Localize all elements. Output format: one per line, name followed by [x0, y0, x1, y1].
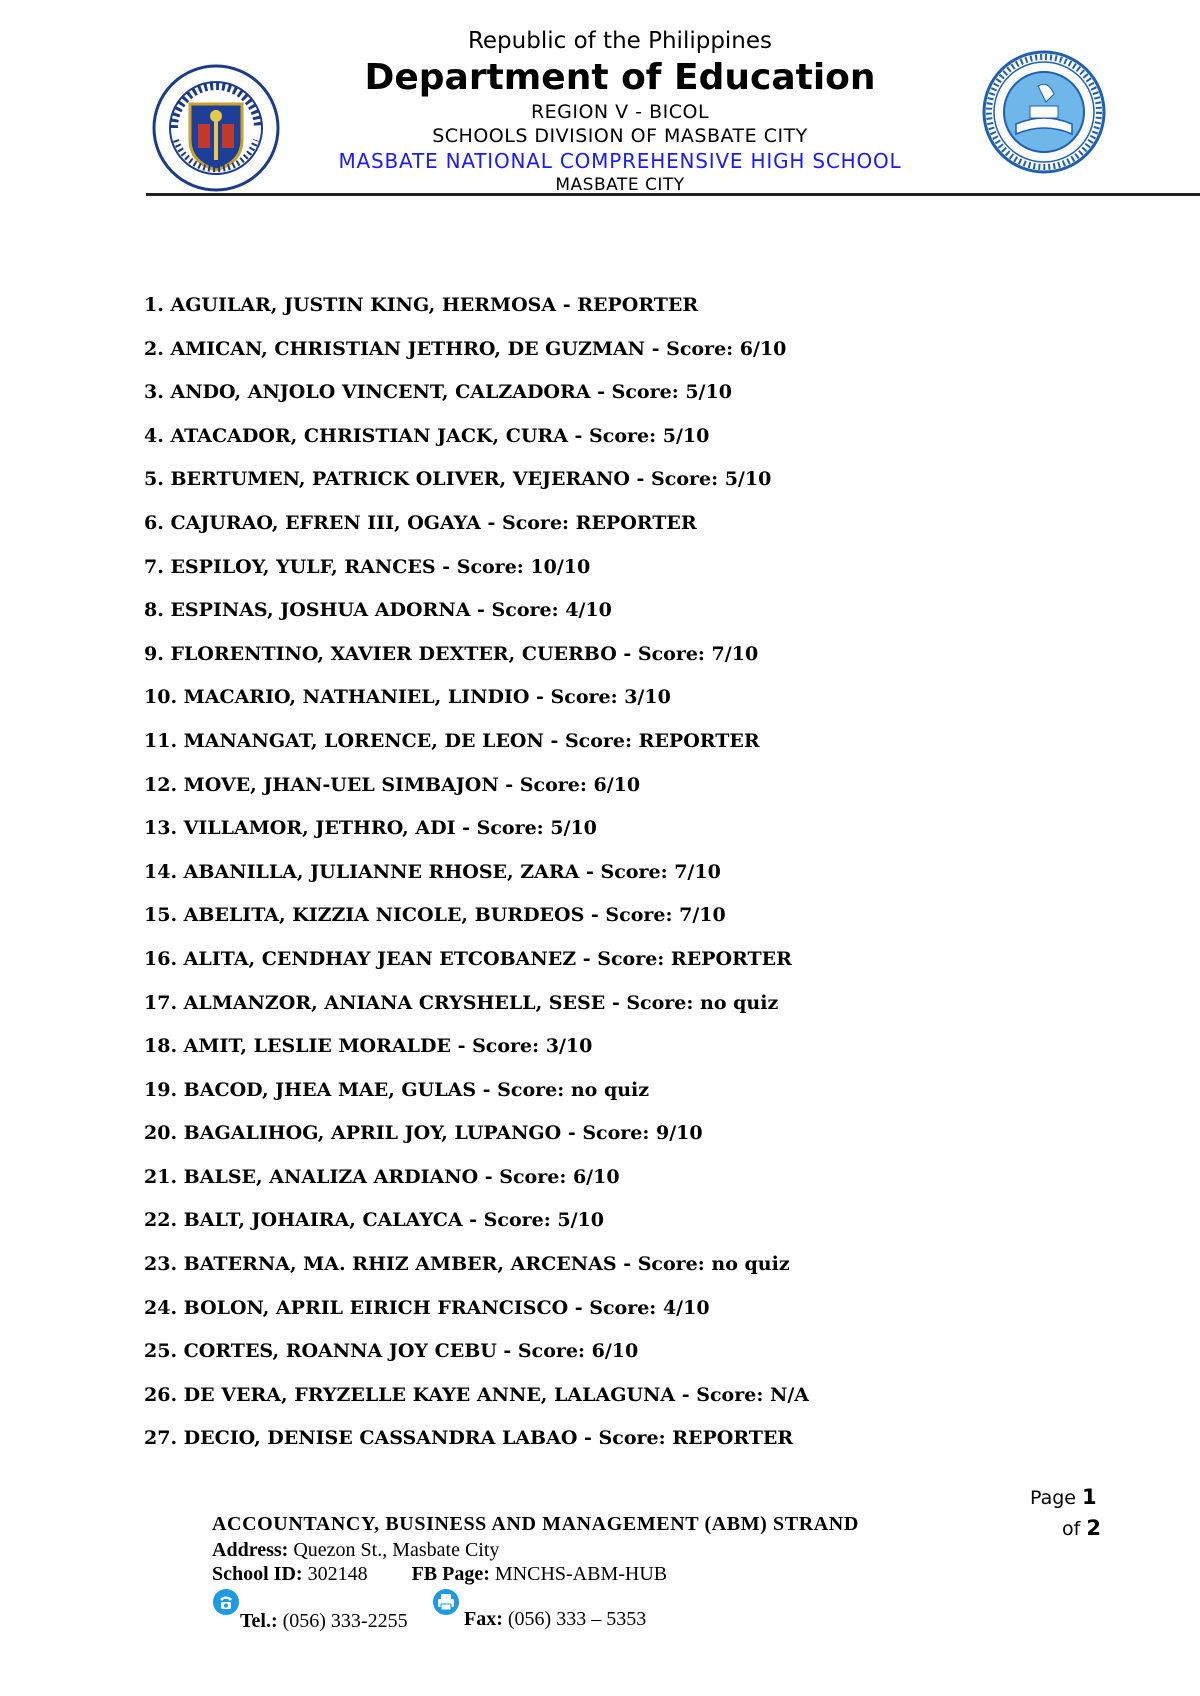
list-item: 15. ABELITA, KIZZIA NICOLE, BURDEOS - Score: 7/10: [144, 904, 726, 927]
phone-icon: [212, 1588, 240, 1616]
fax-icon: [432, 1588, 460, 1616]
list-item: 26. DE VERA, FRYZELLE KAYE ANNE, LALAGUNA - Score: N/A: [144, 1383, 809, 1406]
list-item: 9. FLORENTINO, XAVIER DEXTER, CUERBO - Score: 7/10: [144, 642, 759, 665]
city-line: MASBATE CITY: [555, 175, 685, 195]
list-item: 19. BACOD, JHEA MAE, GULAS - Score: no quiz: [144, 1078, 650, 1101]
tel-value: (056) 333-2255: [282, 1610, 408, 1632]
list-item: 25. CORTES, ROANNA JOY CEBU - Score: 6/10: [144, 1340, 639, 1363]
list-item: 2. AMICAN, CHRISTIAN JETHRO, DE GUZMAN - Score: 6/10: [144, 337, 787, 360]
list-item: 4. ATACADOR, CHRISTIAN JACK, CURA - Score: 5/10: [144, 424, 710, 447]
address-label: Address:: [212, 1539, 289, 1561]
list-item: 11. MANANGAT, LORENCE, DE LEON - Score: REPORTER: [144, 729, 760, 752]
list-item: 12. MOVE, JHAN-UEL SIMBAJON - Score: 6/10: [144, 773, 641, 796]
fax-label: Fax:: [464, 1608, 503, 1630]
list-item: 5. BERTUMEN, PATRICK OLIVER, VEJERANO - Score: 5/10: [144, 468, 772, 491]
of-label: of: [1062, 1518, 1081, 1540]
division-line: SCHOOLS DIVISION OF MASBATE CITY: [432, 125, 808, 147]
tel-label: Tel.:: [240, 1610, 278, 1632]
list-item: 1. AGUILAR, JUSTIN KING, HERMOSA - REPORTER: [144, 294, 699, 316]
list-item: 24. BOLON, APRIL EIRICH FRANCISCO - Score: 4/10: [144, 1296, 710, 1319]
list-item: 8. ESPINAS, JOSHUA ADORNA - Score: 4/10: [144, 599, 612, 622]
strand-title: ACCOUNTANCY, BUSINESS AND MANAGEMENT (ABM) STRAND: [212, 1513, 859, 1535]
list-item: 16. ALITA, CENDHAY JEAN ETCOBANEZ - Score: REPORTER: [144, 947, 792, 970]
footer: [212, 1510, 972, 1638]
header-divider: [146, 193, 1200, 196]
list-item: 3. ANDO, ANJOLO VINCENT, CALZADORA - Score: 5/10: [144, 381, 732, 404]
address-line: [212, 1538, 972, 1562]
address-value: Quezon St., Masbate City: [293, 1539, 500, 1561]
deped-seal-icon: [152, 64, 280, 192]
contact-line: [212, 1588, 972, 1638]
school-seal-icon: [982, 50, 1106, 174]
list-item: 18. AMIT, LESLIE MORALDE - Score: 3/10: [144, 1035, 593, 1058]
region-line: REGION V - BICOL: [530, 101, 710, 123]
school-id-label: School ID:: [212, 1563, 303, 1585]
list-item: 23. BATERNA, MA. RHIZ AMBER, ARCENAS - Score: no quiz: [144, 1253, 790, 1276]
page-total: 2: [1086, 1516, 1101, 1540]
school-id-value: 302148: [307, 1563, 368, 1585]
fax-value: (056) 333 – 5353: [507, 1608, 647, 1630]
page-number: 1: [1082, 1485, 1097, 1509]
list-item: 14. ABANILLA, JULIANNE RHOSE, ZARA - Score: 7/10: [144, 860, 721, 883]
fb-page-label: FB Page:: [411, 1563, 490, 1585]
list-item: 7. ESPILOY, YULF, RANCES - Score: 10/10: [144, 555, 591, 578]
list-item: 13. VILLAMOR, JETHRO, ADI - Score: 5/10: [144, 817, 597, 840]
school-id-line: [212, 1562, 972, 1586]
list-item: 22. BALT, JOHAIRA, CALAYCA - Score: 5/10: [144, 1209, 604, 1232]
list-item: 10. MACARIO, NATHANIEL, LINDIO - Score: 3/10: [144, 686, 671, 709]
school-name: MASBATE NATIONAL COMPREHENSIVE HIGH SCHOOL: [338, 149, 902, 173]
list-item: 17. ALMANZOR, ANIANA CRYSHELL, SESE - Score: no quiz: [144, 991, 779, 1014]
list-item: 6. CAJURAO, EFREN III, OGAYA - Score: REPORTER: [144, 511, 697, 534]
list-item: 20. BAGALIHOG, APRIL JOY, LUPANGO - Score: 9/10: [144, 1122, 703, 1145]
letterhead: [0, 0, 1200, 200]
page-indicator: [1030, 1482, 1150, 1544]
list-item: 21. BALSE, ANALIZA ARDIANO - Score: 6/10: [144, 1165, 620, 1188]
page-label: Page: [1030, 1487, 1076, 1509]
fb-page-value: MNCHS-ABM-HUB: [494, 1563, 668, 1585]
department-title: Department of Education: [364, 57, 876, 98]
list-item: 27. DECIO, DENISE CASSANDRA LABAO - Score: REPORTER: [144, 1427, 794, 1450]
student-list: [144, 290, 1144, 1467]
republic-title: Republic of the Philippines: [467, 28, 773, 54]
